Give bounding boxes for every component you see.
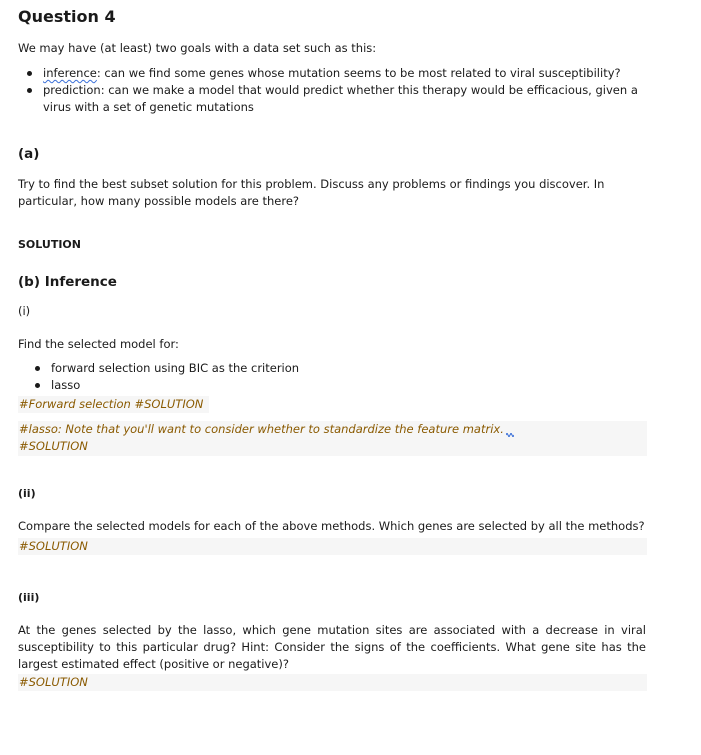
bullet-icon (35, 366, 40, 371)
bullet-icon (27, 88, 32, 93)
goal-description: : can we make a model that would predict whether this therapy would be efficacious, given a virus with a set of genetic mutations (43, 83, 638, 114)
method-label: forward selection using BIC as the criterion (51, 361, 300, 375)
part-b-ii-label: (ii) (18, 487, 36, 500)
goal-term: prediction (43, 83, 101, 97)
code-line: #Forward selection #SOLUTION (19, 397, 204, 411)
list-item (18, 65, 648, 82)
code-cell-compare[interactable] (18, 538, 647, 555)
bullet-icon (27, 71, 32, 76)
part-b-i-label: (i) (18, 304, 31, 318)
goal-description: : can we find some genes whose mutation seems to be most related to viral susceptibility? (96, 66, 621, 80)
method-list (26, 360, 626, 394)
bullet-icon (35, 383, 40, 388)
code-line: #lasso: Note that you'll want to consider whether to standardize the feature matrix. (19, 422, 504, 436)
method-label: lasso (51, 378, 81, 392)
goal-term: inference (43, 66, 97, 80)
code-cell-lasso-sites[interactable] (18, 674, 647, 691)
part-a-heading: (a) (18, 146, 40, 162)
code-line: #SOLUTION (19, 539, 88, 553)
part-b-iii-prompt: At the genes selected by the lasso, which gene mutation sites are associated with a decrease in viral susceptibility to this particular drug? Hint: Consider the signs of the coefficients. What gene site has the largest estimated effect (positive or negative)? (18, 623, 646, 671)
code-line: #SOLUTION (19, 439, 88, 453)
spellcheck-mark-icon (506, 433, 514, 437)
part-b-ii-prompt: Compare the selected models for each of the above methods. Which genes are selected by all the methods? (18, 519, 645, 533)
part-b-heading: (b) Inference (18, 274, 117, 290)
code-cell-forward[interactable] (18, 396, 209, 413)
code-line: #SOLUTION (19, 675, 88, 689)
part-a-text: Try to find the best subset solution for this problem. Discuss any problems or findings you discover. In particular, how many possible models are there? (18, 177, 605, 208)
part-b-iii-label: (iii) (18, 591, 40, 604)
part-a-solution-label: SOLUTION (18, 238, 81, 251)
goals-list (18, 65, 648, 116)
list-item (26, 377, 626, 394)
question-title: Question 4 (18, 7, 116, 26)
list-item (18, 82, 648, 116)
part-b-i-prompt: Find the selected model for: (18, 337, 179, 351)
intro-text: We may have (at least) two goals with a data set such as this: (18, 41, 377, 55)
code-cell-lasso[interactable] (18, 421, 647, 456)
list-item (26, 360, 626, 377)
